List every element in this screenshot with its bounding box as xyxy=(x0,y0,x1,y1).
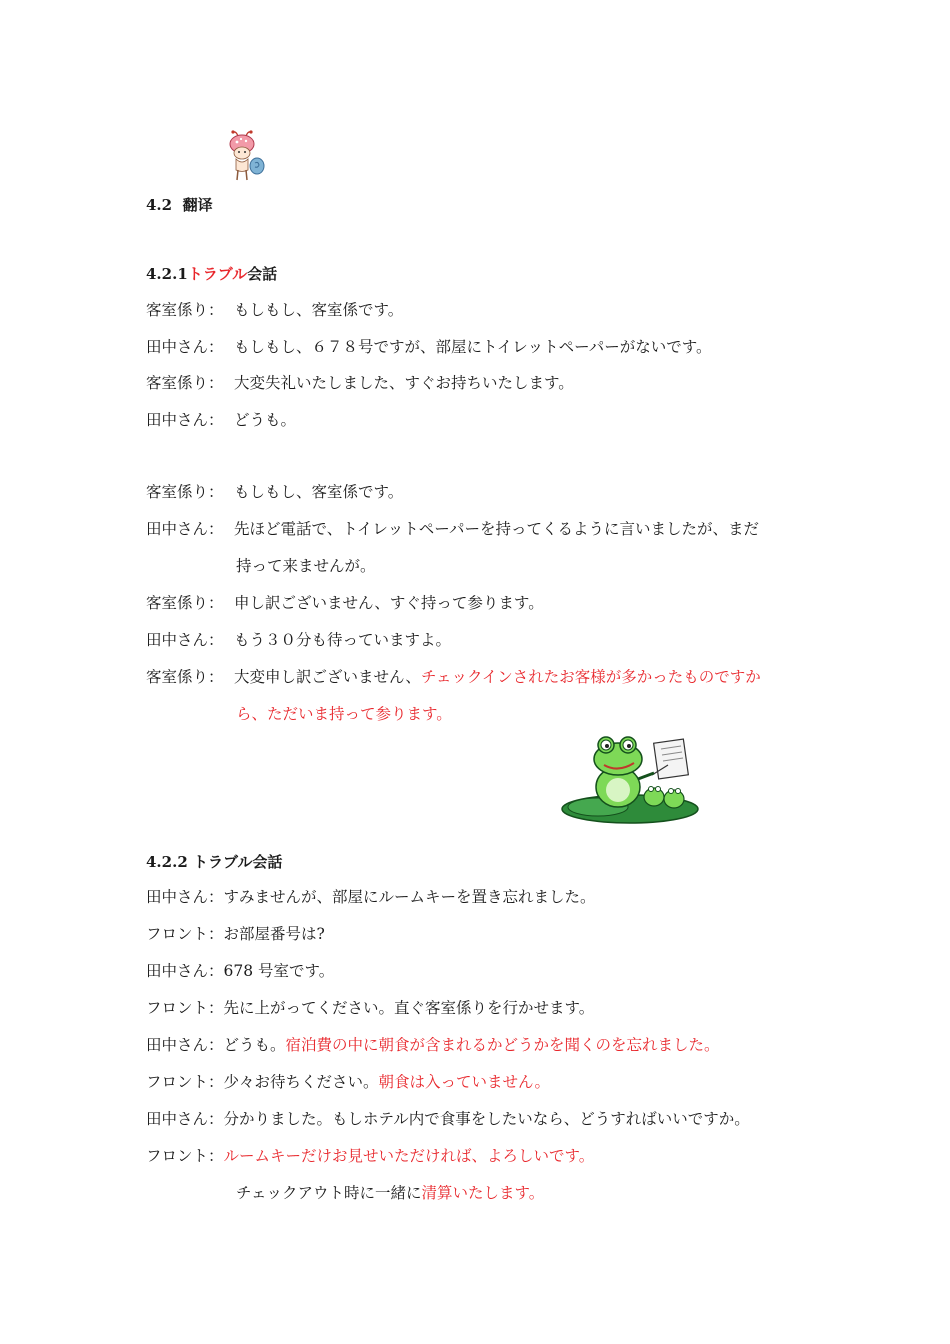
dialogue-line xyxy=(146,590,544,616)
line-text: もう３０分も待っていますよ。 xyxy=(234,631,452,649)
dialogue-continuation-red: ら、ただいま持って参ります。 xyxy=(236,705,452,723)
line-text: お部屋番号は? xyxy=(223,925,325,943)
speaker: 客室係り： xyxy=(146,374,224,392)
section-number: 4.2 xyxy=(146,196,173,214)
subsection-title-red: トラブル xyxy=(187,265,248,283)
dialogue-line xyxy=(146,1106,750,1132)
continuation-text: チェックアウト時に一緒に xyxy=(236,1184,422,1202)
frog-teacher-icon xyxy=(558,735,700,827)
line-text: どうも。 xyxy=(223,1036,286,1054)
speaker: 田中さん： xyxy=(146,962,224,980)
speaker: 田中さん： xyxy=(146,520,224,538)
subsection-number: 4.2.2 xyxy=(146,853,188,871)
speaker: 客室係り： xyxy=(146,594,224,612)
dialogue-line xyxy=(146,297,403,323)
speaker: フロント： xyxy=(146,925,224,943)
speaker: フロント： xyxy=(146,1147,224,1165)
dialogue-line xyxy=(146,1143,594,1169)
line-text: もしもし、客室係です。 xyxy=(234,301,404,319)
speaker: フロント： xyxy=(146,999,224,1017)
dialogue-line xyxy=(146,884,596,910)
dialogue-line xyxy=(146,958,334,984)
line-text: 大変失礼いたしました、すぐお持ちいたします。 xyxy=(234,374,574,392)
line-text: 先ほど電話で、トイレットペーパーを持ってくるように言いましたが、まだ xyxy=(234,520,759,538)
speaker: 田中さん： xyxy=(146,631,224,649)
line-text: 少々お待ちください。 xyxy=(223,1073,379,1091)
line-text-red: 宿泊費の中に朝食が含まれるかどうかを聞くのを忘れました。 xyxy=(285,1036,720,1054)
dialogue-line xyxy=(146,1032,720,1058)
dialogue-line xyxy=(146,516,759,542)
speaker: フロント： xyxy=(146,1073,224,1091)
line-text: どうも。 xyxy=(234,411,297,429)
line-text: すみませんが、部屋にルームキーを置き忘れました。 xyxy=(223,888,596,906)
subsection-title-rest: 会話 xyxy=(247,265,278,283)
dialogue-line xyxy=(146,995,594,1021)
snail-mascot-icon xyxy=(224,130,266,184)
line-text: もしもし、６７８号ですが、部屋にトイレットペーパーがないです。 xyxy=(234,338,712,356)
dialogue-line xyxy=(146,1069,550,1095)
line-text-red: チェックインされたお客様が多かったものですか xyxy=(420,668,761,686)
section-heading xyxy=(146,194,213,215)
speaker: 客室係り： xyxy=(146,301,224,319)
subsection-heading-2 xyxy=(146,851,282,872)
line-text: 大変申し訳ございません、 xyxy=(234,668,421,686)
line-text: もしもし、客室係です。 xyxy=(234,483,404,501)
subsection-number: 4.2.1 xyxy=(146,265,188,283)
speaker: 田中さん： xyxy=(146,1110,224,1128)
dialogue-line xyxy=(146,370,574,396)
speaker: 客室係り： xyxy=(146,483,224,501)
dialogue-line xyxy=(146,334,712,360)
speaker: 客室係り： xyxy=(146,668,224,686)
line-text: 申し訳ございません、すぐ持って参ります。 xyxy=(234,594,544,612)
continuation-text-red: 清算いたします。 xyxy=(421,1184,545,1202)
line-text-red: ルームキーだけお見せいただければ、よろしいです。 xyxy=(223,1147,595,1165)
dialogue-continuation: 持って来ませんが。 xyxy=(236,557,376,575)
speaker: 田中さん： xyxy=(146,888,224,906)
line-text: 分かりました。もしホテル内で食事をしたいなら、どうすればいいですか。 xyxy=(223,1110,750,1128)
dialogue-line xyxy=(146,921,325,947)
speaker: 田中さん： xyxy=(146,338,224,356)
subsection-heading-1 xyxy=(146,263,277,284)
speaker: 田中さん： xyxy=(146,1036,224,1054)
speaker: 田中さん： xyxy=(146,411,224,429)
line-text: 678 号室です。 xyxy=(223,962,335,980)
dialogue-line xyxy=(146,479,403,505)
dialogue-line xyxy=(146,407,296,433)
dialogue-line xyxy=(146,664,761,690)
line-text: 先に上がってください。直ぐ客室係りを行かせます。 xyxy=(223,999,595,1017)
dialogue-continuation xyxy=(236,1180,544,1206)
subsection-title: トラブル会話 xyxy=(193,853,283,871)
section-title: 翻译 xyxy=(182,196,213,214)
dialogue-line xyxy=(146,627,451,653)
line-text-red: 朝食は入っていません。 xyxy=(378,1073,550,1091)
